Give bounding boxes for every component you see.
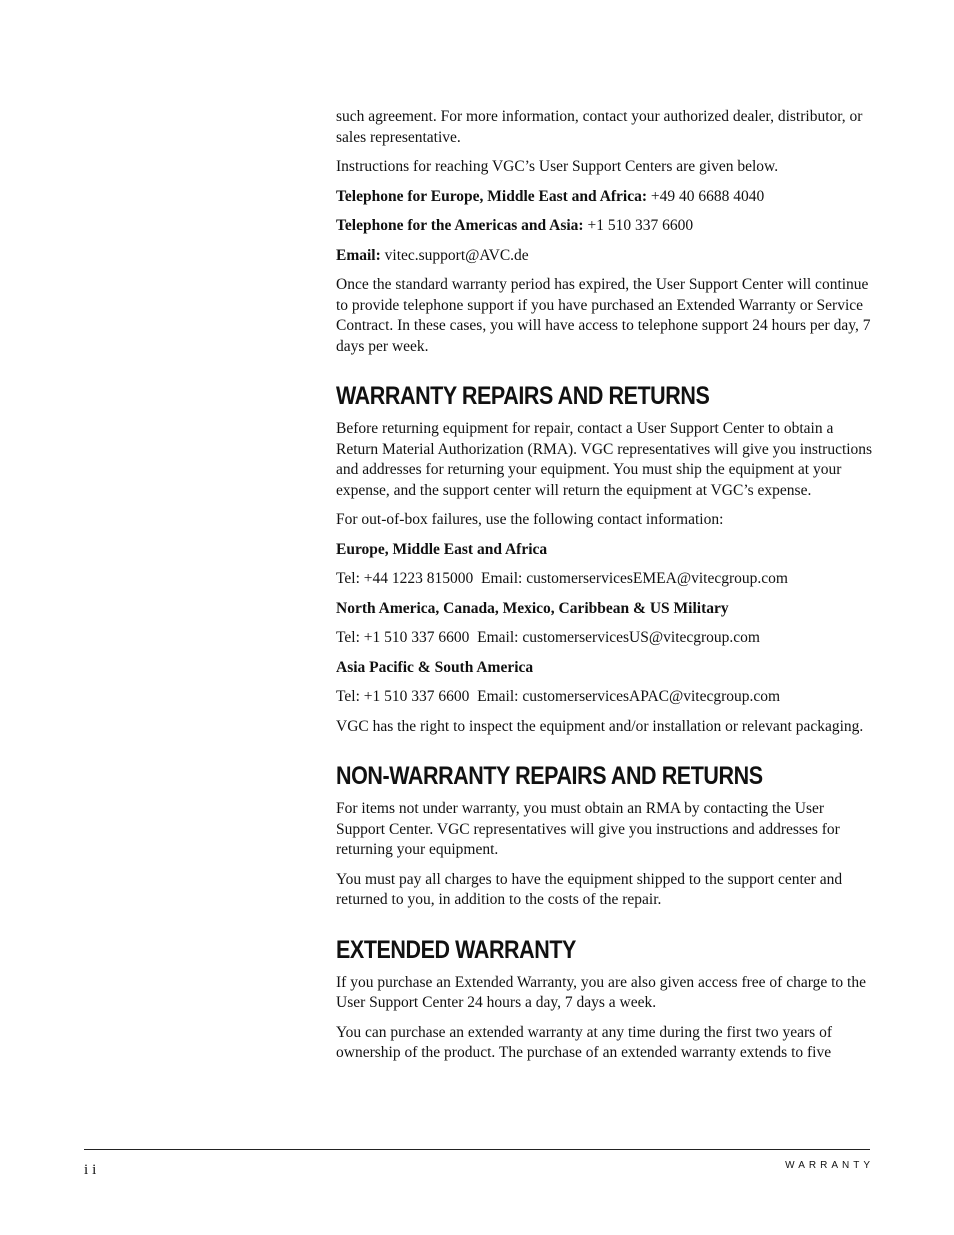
rma-paragraph: Before returning equipment for repair, contact a User Support Center to obtain a Return Material Authorization (RMA). VGC representatives will give you instructions and addresses for returning your equipment. You must ship the equipment at your expense, and the support center will return the equipment at VGC’s expense. [336, 420, 873, 499]
telephone-americas [336, 216, 876, 237]
telephone-emea-value: +49 40 6688 4040 [647, 187, 765, 205]
support-email-label: Email: [336, 246, 381, 264]
region-north-america-label: North America, Canada, Mexico, Caribbean & US Military [336, 599, 729, 617]
heading-non-warranty-repairs: NON-WARRANTY REPAIRS AND RETURNS [336, 762, 763, 790]
extended-support-paragraph: Once the standard warranty period has expired, the User Support Center will continue to provide telephone support if you have purchased an Extended Warranty or Service Contract. In these cases, you will have access to telephone support 24 hours per day, 7 days per week. [336, 276, 871, 355]
footer-divider [84, 1149, 870, 1150]
region-asia-pacific-label: Asia Pacific & South America [336, 658, 534, 676]
page-number: ii [84, 1162, 101, 1178]
heading-warranty-repairs: WARRANTY REPAIRS AND RETURNS [336, 382, 710, 410]
telephone-americas-value: +1 510 337 6600 [583, 217, 694, 234]
region-emea [336, 540, 876, 561]
intro-paragraph: such agreement. For more information, contact your authorized dealer, distributor, or sales representative. [336, 108, 863, 146]
heading-extended-warranty: EXTENDED WARRANTY [336, 935, 576, 964]
page-content [336, 107, 876, 1073]
non-warranty-charges-paragraph: You must pay all charges to have the equipment shipped to the support center and returned to you, in addition to the costs of the repair. [336, 870, 843, 908]
running-footer-title: WARRANTY [785, 1160, 874, 1171]
region-asia-pacific [336, 658, 876, 679]
contact-north-america: Tel: +1 510 337 6600 Email: customerservicesUS@vitecgroup.com [336, 629, 760, 646]
extended-purchase-paragraph: You can purchase an extended warranty at any time during the first two years of ownership of the product. The purchase of an extended warranty extends to five [336, 1023, 832, 1061]
inspection-paragraph: VGC has the right to inspect the equipment and/or installation or relevant packaging. [336, 717, 864, 735]
support-email-value: vitec.support@AVC.de [380, 246, 529, 264]
telephone-americas-label: Telephone for the Americas and Asia: [336, 217, 584, 234]
out-of-box-paragraph: For out-of-box failures, use the following contact information: [336, 511, 724, 528]
contact-emea: Tel: +44 1223 815000 Email: customerservicesEMEA@vitecgroup.com [336, 570, 788, 587]
non-warranty-rma-paragraph: For items not under warranty, you must obtain an RMA by contacting the User Support Center. VGC representatives will give you instructions and addresses for returning your equipment. [336, 800, 840, 858]
telephone-emea [336, 187, 876, 208]
support-email [336, 246, 876, 267]
intro-instructions: Instructions for reaching VGC’s User Support Centers are given below. [336, 158, 779, 175]
extended-access-paragraph: If you purchase an Extended Warranty, you are also given access free of charge to the User Support Center 24 hours a day, 7 days a week. [336, 973, 866, 1011]
contact-asia-pacific: Tel: +1 510 337 6600 Email: customerservicesAPAC@vitecgroup.com [336, 688, 781, 705]
telephone-emea-label: Telephone for Europe, Middle East and Africa: [336, 187, 648, 205]
region-north-america [336, 599, 876, 620]
region-emea-label: Europe, Middle East and Africa [336, 540, 548, 558]
